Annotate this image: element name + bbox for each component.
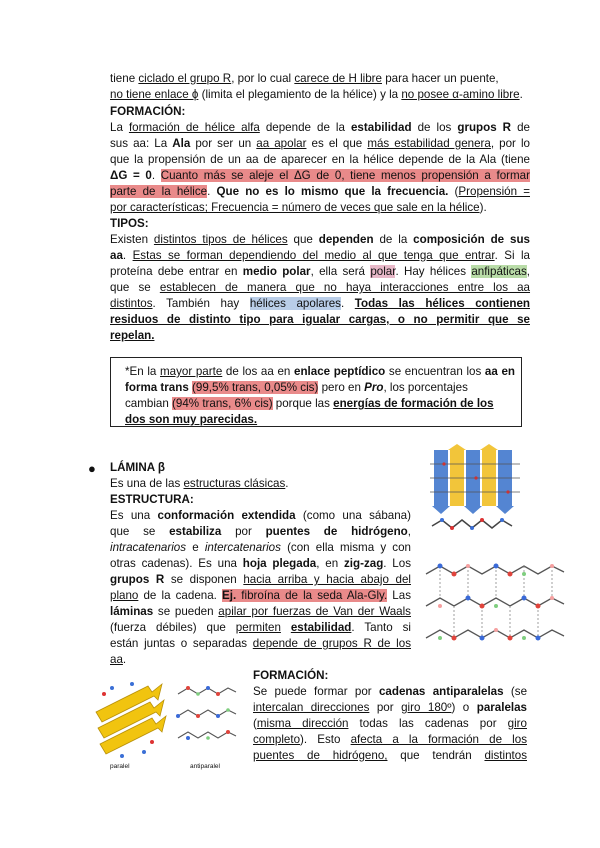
parallel-sheet-figure bbox=[92, 672, 172, 772]
text-line: aa. Estas se forman dependiendo del medio al que tenga que entrar. Si la bbox=[110, 249, 530, 262]
text-line: residuos de distinto tipo para igualar cargas, o no permitir que se bbox=[110, 313, 530, 326]
highlight-red: parte de la hélice bbox=[110, 185, 208, 198]
bullet-icon: ● bbox=[88, 461, 96, 476]
text-line: intercalan direcciones por giro 180º) o paralelas bbox=[253, 701, 528, 714]
formacion-helice-section bbox=[110, 104, 530, 216]
section-heading: ESTRUCTURA: bbox=[110, 493, 194, 506]
antiparallel-sheet-figure bbox=[172, 680, 242, 772]
text-line: La formación de hélice alfa depende de la estabilidad de los grupos R de bbox=[110, 121, 530, 134]
intro-line-1: tiene ciclado el grupo R, por lo cual carece de H libre para hacer un puente, bbox=[110, 72, 499, 85]
text-line: (misma dirección todas las cadenas por giro bbox=[253, 717, 527, 730]
section-heading: FORMACIÓN: bbox=[110, 105, 186, 118]
intro-paragraph bbox=[110, 71, 530, 103]
text-line: otras cadenas). Es una hoja plegada, en zig-zag. Los bbox=[110, 557, 412, 570]
text-line: puentes de hidrógeno, que tendrán distintos bbox=[253, 749, 527, 762]
text-line: proteína debe entrar en medio polar, ella será polar. Hay hélices anfipáticas, bbox=[110, 265, 530, 278]
antiparallel-label: antiparalel bbox=[190, 763, 220, 770]
text-line: por características; Frecuencia = número de veces que sale en la hélice). bbox=[110, 201, 487, 214]
text-line: cambian (94% trans, 6% cis) porque las energías de formación de los bbox=[125, 397, 494, 410]
text-line: Es una conformación extendida (como una sábana) bbox=[110, 509, 411, 522]
text-line: Es una de las estructuras clásicas. bbox=[110, 477, 289, 490]
text-line: repelan. bbox=[110, 329, 155, 342]
section-heading: FORMACIÓN: bbox=[253, 669, 329, 682]
text-line: grupos R se disponen hacia arriba y hacia abajo del bbox=[110, 573, 411, 586]
text-line: plano de la cadena. Ej. fibroína de la seda Ala-Gly. Las bbox=[110, 589, 412, 602]
section-heading: TIPOS: bbox=[110, 217, 149, 230]
highlight-pink: polar bbox=[370, 265, 396, 278]
text-line: que se estabiliza por puentes de hidrógeno, bbox=[110, 525, 411, 538]
parallel-label: paralel bbox=[110, 763, 130, 770]
tipos-section bbox=[110, 216, 530, 344]
text-line: parte de la hélice. Que no es lo mismo que la frecuencia. (Propensión = bbox=[110, 185, 530, 198]
highlight-red: fibroína de la seda Ala-Gly. bbox=[236, 589, 388, 602]
beta-sheet-ribbon-figure bbox=[420, 444, 530, 544]
highlight-green: anfipáticas bbox=[471, 265, 527, 278]
text-line: aa. bbox=[110, 653, 127, 666]
intro-line-2: no tiene enlace ϕ (limita el plegamiento de la hélice) y la no posee α-amino libre. bbox=[110, 88, 523, 101]
text-line: dos son muy parecidas. bbox=[125, 413, 258, 426]
highlight-red: Cuanto más se aleje el ΔG de 0, tiene menos propensión a formar bbox=[160, 169, 530, 182]
text-line: están juntas o separadas depende de grupos R de los bbox=[110, 637, 411, 650]
lamina-title: LÁMINA β bbox=[110, 461, 165, 474]
text-line: distintos. También hay hélices apolares. Todas las hélices contienen bbox=[110, 297, 530, 310]
highlight-blue: hélices apolares bbox=[249, 297, 341, 310]
text-line: (fuerza débiles) que permiten estabilidad. Tanto si bbox=[110, 621, 411, 634]
lamina-section bbox=[110, 476, 411, 668]
highlight-red: (94% trans, 6% cis) bbox=[172, 397, 273, 410]
highlight-red: Ej. bbox=[222, 589, 237, 602]
text-line: Existen distintos tipos de hélices que dependen de la composición de sus bbox=[110, 233, 530, 246]
text-line: forma trans (99,5% trans, 0,05% cis) pero en Pro, los porcentajes bbox=[125, 381, 468, 394]
text-line: *En la mayor parte de los aa en enlace peptídico se encuentran los aa en bbox=[125, 365, 515, 378]
highlight-red: (99,5% trans, 0,05% cis) bbox=[192, 381, 319, 394]
text-line: que se establecen de manera que no haya interacciones entre los aa bbox=[110, 281, 531, 294]
text-line: Se puede formar por cadenas antiparalelas (se bbox=[253, 685, 528, 698]
note-box bbox=[110, 357, 522, 427]
text-line: que la propensión de un aa de aparecer en la hélice depende de la Ala (tiene bbox=[110, 153, 530, 166]
text-line: intracatenarios e intercatenarios (con ella misma y con bbox=[110, 541, 411, 554]
text-line: láminas se pueden apilar por fuerzas de Van der Waals bbox=[110, 605, 411, 618]
text-line: sus aa: La Ala por ser un aa apolar es el que más estabilidad genera, por lo bbox=[110, 137, 530, 150]
formacion-lamina-section bbox=[253, 668, 527, 764]
beta-sheet-atoms-figure bbox=[420, 556, 570, 660]
text-line: completo). Esto afecta a la formación de los bbox=[253, 733, 527, 746]
text-line: ΔG = 0. Cuanto más se aleje el ΔG de 0, tiene menos propensión a formar bbox=[110, 169, 530, 182]
